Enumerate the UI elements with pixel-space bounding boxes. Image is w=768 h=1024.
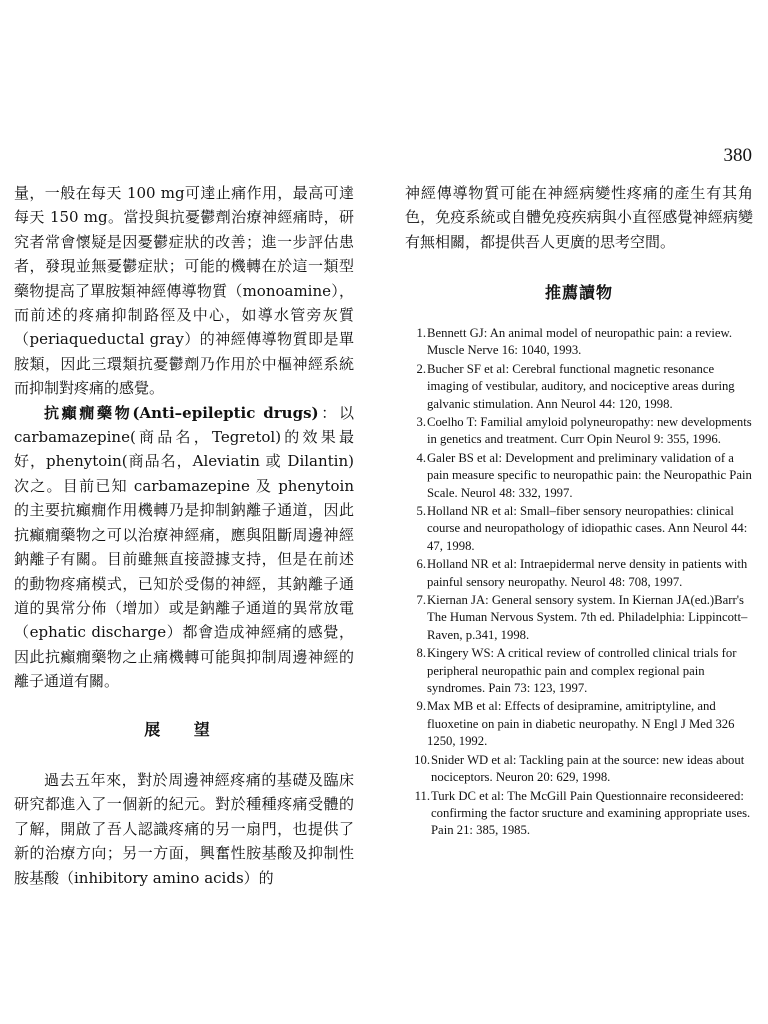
- antiepileptic-heading: 抗癲癇藥物(Anti–epileptic drugs): [44, 403, 319, 422]
- reference-number: 5.: [416, 504, 426, 519]
- reference-number: 6.: [416, 557, 426, 572]
- reference-item: [405, 450, 753, 502]
- reference-text: Kiernan JA: General sensory system. In Kiernan JA(ed.)Barr's The Human Nervous System. 7th ed. Philadelphia: Lippincott–Raven, p.341, 1998.: [427, 593, 748, 642]
- reference-number: 8.: [416, 646, 426, 661]
- page-number: 380: [723, 145, 752, 166]
- reference-text: Holland NR et al: Small–fiber sensory neuropathies: clinical course and neuropathology of idiopathic cases. Ann Neurol 44: 47, 1998.: [427, 504, 748, 553]
- reference-item: [405, 752, 753, 786]
- reference-item: [405, 556, 753, 590]
- reference-item: [405, 788, 753, 840]
- reference-text: Turk DC et al: The McGill Pain Questionnaire reconsideered: confirming the factor sructure and examining appropriate uses. Pain 21: 385, 1985.: [431, 788, 751, 837]
- left-column: [14, 181, 354, 890]
- reference-text: Bucher SF et al: Cerebral functional magnetic resonance imaging of vestibular, auditory, and nociceptive areas during galvanic stimulation. Ann Neurol 44: 120, 1998.: [427, 362, 735, 411]
- reference-text: Kingery WS: A critical review of controlled clinical trials for peripheral neuropathic pain and complex regional pain syndromes. Pain 73: 123, 1997.: [427, 646, 737, 695]
- reference-item: [405, 698, 753, 750]
- reference-number: 1.: [416, 326, 426, 341]
- reference-number: 2.: [416, 362, 426, 377]
- paragraph-antidepressant: 量，一般在每天 100 mg可達止痛作用，最高可達每天 150 mg。當投與抗憂鬱劑治療神經痛時，研究者常會懷疑是因憂鬱症狀的改善；進一步評估患者，發現並無憂鬱症狀；可能的機轉在於這一類型藥物提高了單胺類神經傳導物質（monoamine），而前述的疼痛抑制路徑及中心，如導水管旁灰質（periaqueductal gray）的神經傳導物質即是單胺類，因此三環類抗憂鬱劑乃作用於中樞神經系統而抑制對疼痛的感覺。: [14, 184, 354, 398]
- reference-number: 11.: [414, 788, 430, 803]
- reference-number: 3.: [416, 415, 426, 430]
- reference-text: Galer BS et al: Development and preliminary validation of a pain measure specific to neuropathic pain: the Neuropathic Pain Scale. Neurol 48: 332, 1997.: [427, 451, 752, 500]
- antiepileptic-body: ：以 carbamazepine(商品名，Tegretol)的效果最好，phenytoin(商品名，Aleviatin 或 Dilantin) 次之。目前已知 carbamazepine 及 phenytoin 的主要抗癲癇作用機轉乃是抑制鈉離子通道，因此抗癲癇藥物之可以治療神經痛，應與阻斷周邊神經鈉離子有關。目前雖無直接證據支持，但是在前述的動物疼痛模式，已知於受傷的神經，其鈉離子通道的異常分佈（增加）或是鈉離子通道的異常放電（ephatic discharge）都會造成神經痛的感覺，因此抗癲癇藥物之止痛機轉可能與抑制周邊神經的離子通道有關。: [14, 403, 354, 691]
- reference-item: [405, 361, 753, 413]
- reference-text: Coelho T: Familial amyloid polyneuropathy: new developments in genetics and treatment. Curr Opin Neurol 9: 355, 1996.: [427, 415, 752, 447]
- recommended-reading-title: 推薦讀物: [544, 283, 613, 303]
- paragraph-outlook: 過去五年來，對於周邊神經疼痛的基礎及臨床研究都進入了一個新的紀元。對於種種疼痛受體的了解，開啟了吾人認識疼痛的另一扇門，也提供了新的治療方向；另一方面，興奮性胺基酸及抑制性胺基酸（inhibitory amino acids）的: [14, 770, 354, 887]
- paragraph-antiepileptic: [14, 401, 354, 694]
- reference-item: [405, 503, 753, 555]
- reference-list: [405, 325, 753, 839]
- reference-number: 4.: [416, 451, 426, 466]
- paragraph-continuation: 神經傳導物質可能在神經病變性疼痛的產生有其角色，免疫系統或自體免疫疾病與小直徑感覺神經病變有無相關，都提供吾人更廣的思考空間。: [405, 184, 753, 251]
- reference-text: Max MB et al: Effects of desipramine, amitriptyline, and fluoxetine on pain in diabetic neuropathy. N Engl J Med 326 1250, 1992.: [427, 699, 735, 748]
- reference-number: 7.: [416, 593, 426, 608]
- reference-number: 9.: [416, 699, 426, 714]
- reference-text: Snider WD et al: Tackling pain at the source: new ideas about nociceptors. Neuron 20: 629, 1998.: [431, 752, 745, 784]
- reference-text: Bennett GJ: An animal model of neuropathic pain: a review. Muscle Nerve 16: 1040, 1993.: [427, 326, 733, 358]
- reference-item: [405, 414, 753, 448]
- reference-number: 10.: [414, 752, 430, 767]
- reference-item: [405, 325, 753, 359]
- section-title-outlook: 展 望: [144, 719, 224, 739]
- reference-item: [405, 645, 753, 697]
- reference-text: Holland NR et al: Intraepidermal nerve density in patients with painful sensory neuropathy. Neurol 48: 708, 1997.: [427, 557, 748, 589]
- reference-item: [405, 592, 753, 644]
- right-column: [405, 181, 753, 841]
